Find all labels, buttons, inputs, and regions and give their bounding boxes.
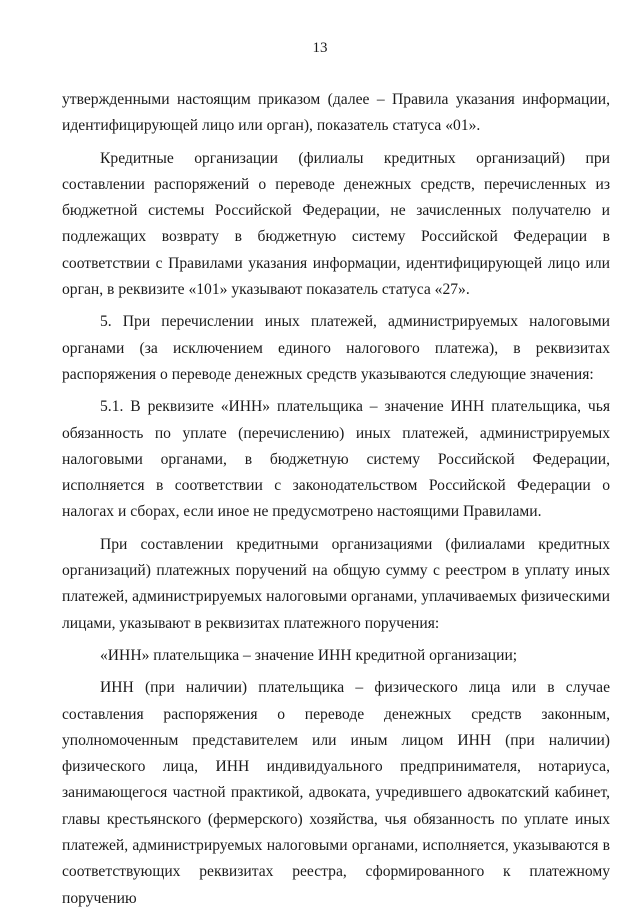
- page-number: 13: [312, 40, 328, 56]
- document-body: [62, 87, 610, 912]
- paragraph-inn-individual: ИНН (при наличии) плательщика – физического лица или в случае составления распоряжения о переводе денежных средств законным, уполномоченным представителем или иным лицом ИНН (при наличии) физического лица, ИНН индивидуального предпринимателя, нотариуса, занимающегося частной практикой, адвоката, учредившего адвокатский кабинет, главы крестьянского (фермерского) хозяйства, чья обязанность по уплате иных платежей, администрируемых налоговыми органами, исполняется, указываются в соответствующих реквизитах реестра, сформированного к платежному поручению: [62, 679, 610, 907]
- paragraph-credit-organizations-status-27: Кредитные организации (филиалы кредитных организаций) при составлении распоряжений о переводе денежных средств, перечисленных из бюджетной системы Российской Федерации, не зачисленных получателю и подлежащих возврату в бюджетную систему Российской Федерации в соответствии с Правилами указания информации, идентифицирующей лицо или орган, в реквизите «101» указывают показатель статуса «27».: [62, 149, 610, 299]
- paragraph-section-5: 5. При перечислении иных платежей, администрируемых налоговыми органами (за исключением единого налогового платежа), в реквизитах распоряжения о переводе денежных средств указываются следующие значения:: [62, 313, 610, 383]
- paragraph-section-5-1: 5.1. В реквизите «ИНН» плательщика – значение ИНН плательщика, чья обязанность по уплате (перечислению) иных платежей, администрируемых налоговыми органами, в бюджетную систему Российской Федерации, исполняется в соответствии с законодательством Российской Федерации о налогах и сборах, если иное не предусмотрено настоящими Правилами.: [62, 398, 610, 521]
- paragraph-payment-orders-registry: При составлении кредитными организациями (филиалами кредитных организаций) платежных поручений на общую сумму с реестром в уплату иных платежей, администрируемых налоговыми органами, уплачиваемых физическими лицами, указывают в реквизитах платежного поручения:: [62, 535, 610, 632]
- paragraph-continuation: утвержденными настоящим приказом (далее – Правила указания информации, идентифицирующей лицо или орган), показатель статуса «01».: [62, 91, 610, 135]
- paragraph-inn-credit-organization: «ИНН» плательщика – значение ИНН кредитной организации;: [100, 646, 518, 664]
